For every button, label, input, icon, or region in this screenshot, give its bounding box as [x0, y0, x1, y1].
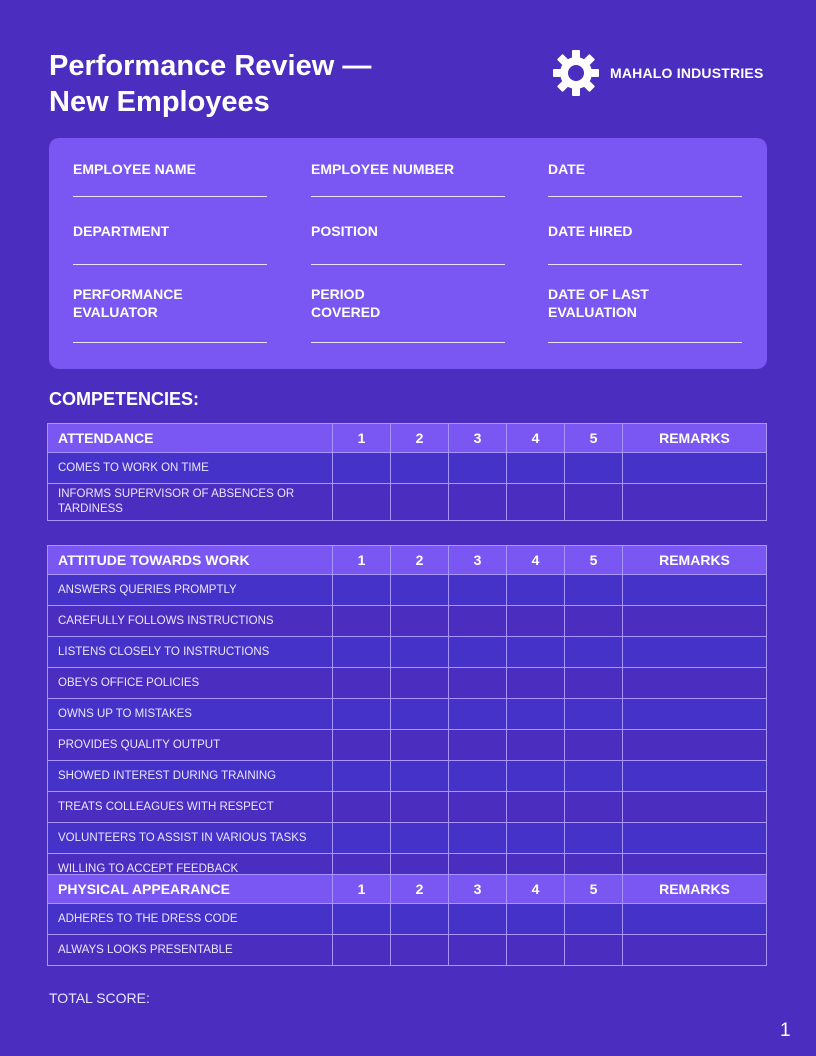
performance-evaluator-line [73, 342, 267, 343]
table-row [48, 637, 767, 668]
rating-cell-5[interactable] [565, 935, 623, 966]
criterion-label: VOLUNTEERS TO ASSIST IN VARIOUS TASKS [48, 823, 333, 854]
rating-cell-1[interactable] [333, 904, 391, 935]
performance-evaluator-field[interactable] [73, 285, 267, 321]
rating-header-2: 2 [391, 424, 449, 453]
position-label: POSITION [311, 223, 378, 239]
table-row [48, 792, 767, 823]
rating-cell-2[interactable] [391, 575, 449, 606]
rating-cell-2[interactable] [391, 606, 449, 637]
rating-cell-3[interactable] [449, 668, 507, 699]
department-field[interactable] [73, 222, 267, 240]
rating-cell-2[interactable] [391, 730, 449, 761]
rating-cell-4[interactable] [507, 699, 565, 730]
rating-cell-2[interactable] [391, 637, 449, 668]
rating-cell-3[interactable] [449, 792, 507, 823]
date-hired-field[interactable] [548, 222, 742, 240]
period-covered-label-line-2: COVERED [311, 304, 381, 320]
page-title-line-1: Performance Review — [49, 50, 372, 82]
criterion-label: OBEYS OFFICE POLICIES [48, 668, 333, 699]
rating-cell-1[interactable] [333, 792, 391, 823]
rating-cell-1[interactable] [333, 484, 391, 521]
remarks-cell[interactable] [623, 699, 767, 730]
rating-header-1: 1 [333, 546, 391, 575]
rating-header-1: 1 [333, 424, 391, 453]
rating-header-1: 1 [333, 875, 391, 904]
brand-name: MAHALO INDUSTRIES [610, 65, 764, 81]
rating-cell-2[interactable] [391, 935, 449, 966]
rating-cell-4[interactable] [507, 668, 565, 699]
performance-evaluator-label-line-1: PERFORMANCE [73, 286, 183, 302]
rating-cell-2[interactable] [391, 484, 449, 521]
performance-evaluator-label [73, 285, 267, 321]
table-row [48, 761, 767, 792]
rating-cell-4[interactable] [507, 484, 565, 521]
period-covered-label [311, 285, 505, 321]
rating-header-4: 4 [507, 424, 565, 453]
rating-cell-2[interactable] [391, 792, 449, 823]
section-name: ATTENDANCE [48, 424, 333, 453]
employee-name-field[interactable] [73, 160, 267, 178]
rating-cell-3[interactable] [449, 935, 507, 966]
table-header-row [48, 875, 767, 904]
rating-header-3: 3 [449, 424, 507, 453]
rating-cell-1[interactable] [333, 823, 391, 854]
rating-header-5: 5 [565, 875, 623, 904]
date-label: DATE [548, 161, 586, 177]
rating-header-4: 4 [507, 546, 565, 575]
criterion-label: TREATS COLLEAGUES WITH RESPECT [48, 792, 333, 823]
remarks-cell[interactable] [623, 484, 767, 521]
rating-cell-3[interactable] [449, 699, 507, 730]
table-header-row [48, 546, 767, 575]
employee-name-line [73, 196, 267, 197]
rating-cell-1[interactable] [333, 668, 391, 699]
rating-header-4: 4 [507, 875, 565, 904]
rating-cell-1[interactable] [333, 453, 391, 484]
criterion-label: PROVIDES QUALITY OUTPUT [48, 730, 333, 761]
rating-cell-4[interactable] [507, 935, 565, 966]
date-of-last-evaluation-line [548, 342, 742, 343]
rating-cell-1[interactable] [333, 575, 391, 606]
date-hired-label: DATE HIRED [548, 223, 633, 239]
date-line [548, 196, 742, 197]
rating-cell-3[interactable] [449, 575, 507, 606]
page-number: 1 [780, 1020, 791, 1041]
rating-cell-5[interactable] [565, 453, 623, 484]
rating-cell-1[interactable] [333, 761, 391, 792]
criterion-label: ANSWERS QUERIES PROMPTLY [48, 575, 333, 606]
rating-cell-3[interactable] [449, 453, 507, 484]
rating-cell-4[interactable] [507, 792, 565, 823]
rating-cell-1[interactable] [333, 606, 391, 637]
employee-name-label: EMPLOYEE NAME [73, 161, 196, 177]
attendance-table [47, 423, 767, 521]
attitude-towards-work-table [47, 545, 767, 885]
criterion-label: COMES TO WORK ON TIME [48, 453, 333, 484]
date-of-last-evaluation-label [548, 285, 742, 321]
rating-cell-5[interactable] [565, 761, 623, 792]
date-of-last-evaluation-field[interactable] [548, 285, 742, 321]
remarks-cell[interactable] [623, 606, 767, 637]
remarks-cell[interactable] [623, 792, 767, 823]
employee-number-line [311, 196, 505, 197]
rating-cell-4[interactable] [507, 606, 565, 637]
rating-cell-5[interactable] [565, 668, 623, 699]
criterion-label: ADHERES TO THE DRESS CODE [48, 904, 333, 935]
section-name: ATTITUDE TOWARDS WORK [48, 546, 333, 575]
rating-cell-5[interactable] [565, 904, 623, 935]
position-field[interactable] [311, 222, 505, 240]
rating-cell-2[interactable] [391, 904, 449, 935]
rating-cell-5[interactable] [565, 792, 623, 823]
remarks-cell[interactable] [623, 575, 767, 606]
rating-cell-5[interactable] [565, 637, 623, 668]
date-of-last-evaluation-label-line-1: DATE OF LAST [548, 286, 649, 302]
criterion-label: CAREFULLY FOLLOWS INSTRUCTIONS [48, 606, 333, 637]
criterion-label: OWNS UP TO MISTAKES [48, 699, 333, 730]
brand [552, 48, 764, 98]
rating-cell-3[interactable] [449, 637, 507, 668]
employee-number-label: EMPLOYEE NUMBER [311, 161, 455, 177]
rating-cell-2[interactable] [391, 699, 449, 730]
criterion-label: SHOWED INTEREST DURING TRAINING [48, 761, 333, 792]
rating-header-5: 5 [565, 424, 623, 453]
remarks-cell[interactable] [623, 761, 767, 792]
rating-cell-3[interactable] [449, 730, 507, 761]
rating-cell-5[interactable] [565, 606, 623, 637]
rating-cell-3[interactable] [449, 904, 507, 935]
rating-cell-5[interactable] [565, 575, 623, 606]
rating-cell-2[interactable] [391, 823, 449, 854]
rating-header-3: 3 [449, 875, 507, 904]
period-covered-field[interactable] [311, 285, 505, 321]
rating-cell-3[interactable] [449, 823, 507, 854]
total-score-label: TOTAL SCORE: [49, 990, 150, 1006]
rating-cell-5[interactable] [565, 699, 623, 730]
criterion-label: ALWAYS LOOKS PRESENTABLE [48, 935, 333, 966]
table-row [48, 823, 767, 854]
rating-header-5: 5 [565, 546, 623, 575]
table-header-row [48, 424, 767, 453]
rating-cell-3[interactable] [449, 484, 507, 521]
employee-number-field[interactable] [311, 160, 505, 178]
table-row [48, 484, 767, 521]
remarks-cell[interactable] [623, 935, 767, 966]
remarks-cell[interactable] [623, 904, 767, 935]
table-row [48, 730, 767, 761]
rating-cell-1[interactable] [333, 935, 391, 966]
table-row [48, 904, 767, 935]
employee-info-panel [49, 138, 767, 369]
page-title-line-2: New Employees [49, 86, 270, 118]
rating-cell-1[interactable] [333, 730, 391, 761]
criterion-label: WILLING TO ACCEPT FEEDBACK [48, 854, 333, 885]
rating-cell-2[interactable] [391, 761, 449, 792]
rating-cell-5[interactable] [565, 730, 623, 761]
remarks-header: REMARKS [623, 875, 767, 904]
rating-cell-4[interactable] [507, 761, 565, 792]
competencies-heading: COMPETENCIES: [49, 389, 200, 409]
date-hired-line [548, 264, 742, 265]
table-row [48, 606, 767, 637]
rating-header-2: 2 [391, 875, 449, 904]
rating-cell-2[interactable] [391, 453, 449, 484]
criterion-label: LISTENS CLOSELY TO INSTRUCTIONS [48, 637, 333, 668]
rating-cell-4[interactable] [507, 904, 565, 935]
period-covered-label-line-1: PERIOD [311, 286, 365, 302]
remarks-cell[interactable] [623, 637, 767, 668]
department-label: DEPARTMENT [73, 223, 170, 239]
table-row [48, 453, 767, 484]
section-name: PHYSICAL APPEARANCE [48, 875, 333, 904]
date-of-last-evaluation-label-line-2: EVALUATION [548, 304, 637, 320]
table-row [48, 699, 767, 730]
rating-cell-3[interactable] [449, 761, 507, 792]
department-line [73, 264, 267, 265]
remarks-cell[interactable] [623, 453, 767, 484]
rating-cell-2[interactable] [391, 668, 449, 699]
rating-cell-4[interactable] [507, 823, 565, 854]
physical-appearance-table [47, 874, 767, 966]
rating-header-3: 3 [449, 546, 507, 575]
rating-header-2: 2 [391, 546, 449, 575]
page-title [49, 48, 429, 120]
criterion-label: INFORMS SUPERVISOR OF ABSENCES OR TARDINESS [48, 484, 333, 521]
rating-cell-4[interactable] [507, 575, 565, 606]
period-covered-line [311, 342, 505, 343]
remarks-header: REMARKS [623, 546, 767, 575]
rating-cell-4[interactable] [507, 730, 565, 761]
remarks-cell[interactable] [623, 823, 767, 854]
rating-cell-5[interactable] [565, 484, 623, 521]
rating-cell-1[interactable] [333, 699, 391, 730]
performance-evaluator-label-line-2: EVALUATOR [73, 304, 158, 320]
position-line [311, 264, 505, 265]
table-row [48, 935, 767, 966]
gear-icon [552, 49, 600, 97]
remarks-header: REMARKS [623, 424, 767, 453]
remarks-cell[interactable] [623, 730, 767, 761]
rating-cell-1[interactable] [333, 637, 391, 668]
rating-cell-3[interactable] [449, 606, 507, 637]
rating-cell-4[interactable] [507, 637, 565, 668]
table-row [48, 575, 767, 606]
table-row [48, 668, 767, 699]
rating-cell-5[interactable] [565, 823, 623, 854]
remarks-cell[interactable] [623, 668, 767, 699]
rating-cell-4[interactable] [507, 453, 565, 484]
date-field[interactable] [548, 160, 742, 178]
